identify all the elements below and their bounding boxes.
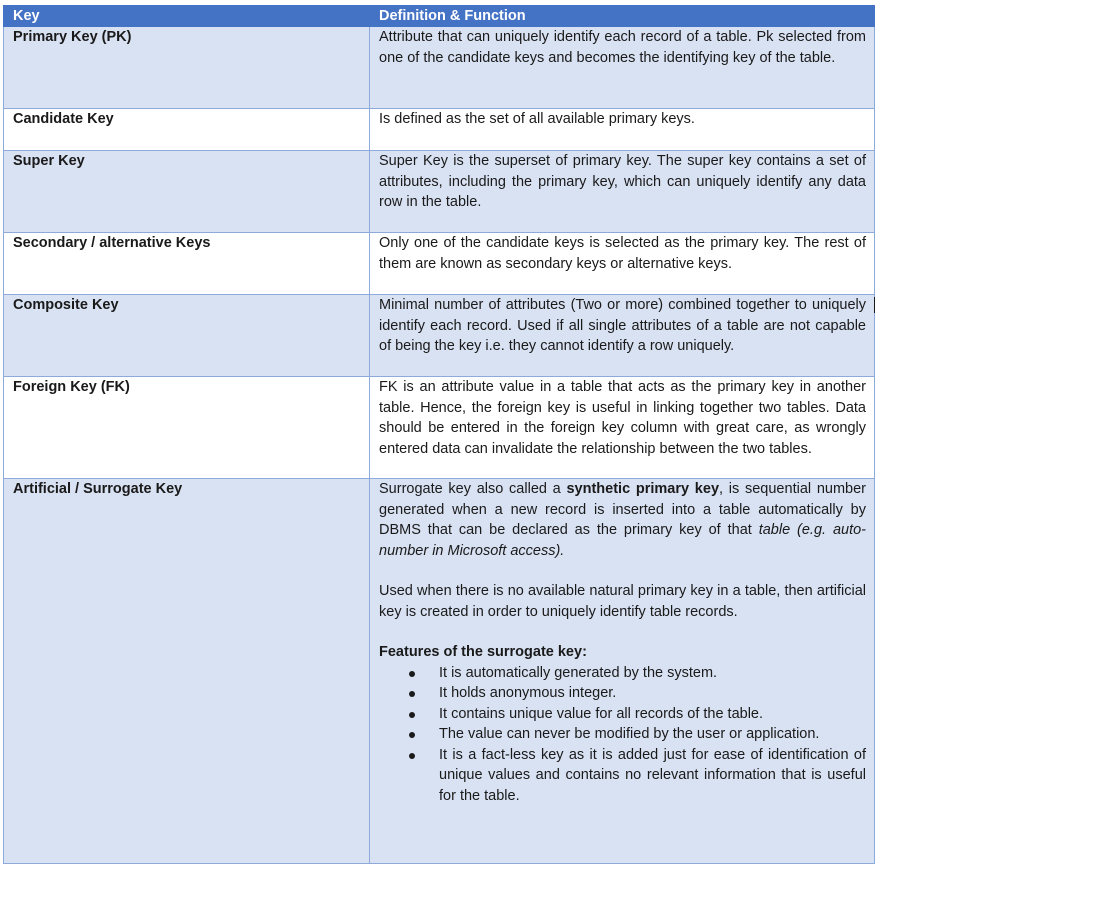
list-item bbox=[439, 704, 866, 725]
key-cell: Super Key bbox=[4, 151, 370, 233]
feature-text: It holds anonymous integer. bbox=[439, 685, 617, 701]
key-cell: Artificial / Surrogate Key bbox=[4, 479, 370, 864]
table-row bbox=[4, 27, 875, 109]
table-row bbox=[4, 295, 875, 377]
bullet-icon bbox=[409, 712, 415, 718]
table-row bbox=[4, 233, 875, 295]
surrogate-intro-text-1: Surrogate key also called a bbox=[379, 481, 567, 497]
text-cursor bbox=[874, 297, 875, 313]
table-row bbox=[4, 377, 875, 479]
key-cell: Candidate Key bbox=[4, 109, 370, 151]
table-row bbox=[4, 151, 875, 233]
features-title: Features of the surrogate key: bbox=[379, 644, 587, 660]
definition-cell: Attribute that can uniquely identify each record of a table. Pk selected from one of the candidate keys and becomes the identifying key of the table. bbox=[370, 27, 875, 109]
key-cell: Composite Key bbox=[4, 295, 370, 377]
list-item bbox=[439, 663, 866, 684]
list-item bbox=[439, 683, 866, 704]
list-item bbox=[439, 745, 866, 807]
header-row bbox=[4, 6, 875, 27]
key-cell: Foreign Key (FK) bbox=[4, 377, 370, 479]
keys-table bbox=[3, 5, 875, 864]
surrogate-intro-bold: synthetic primary key bbox=[566, 481, 720, 497]
definition-cell: FK is an attribute value in a table that acts as the primary key in another table. Hence, the foreign key is useful in linking together two tables. Data should be entered in the foreign key column with great care, as wrongly entered data can invalidate the relationship between the two tables. bbox=[370, 377, 875, 479]
table-body bbox=[4, 27, 875, 864]
key-cell: Secondary / alternative Keys bbox=[4, 233, 370, 295]
feature-text: It is a fact-less key as it is added just for ease of identification of unique values and contains no relevant information that is useful for the table. bbox=[439, 746, 866, 804]
feature-text: It contains unique value for all records of the table. bbox=[439, 705, 764, 722]
table-row bbox=[4, 479, 875, 864]
table-row bbox=[4, 109, 875, 151]
surrogate-intro-text-2: , is sequential number generated when a new record is inserted into a table automatically by DBMS that can be declared as the primary key of that bbox=[379, 481, 867, 538]
definition-cell: Super Key is the superset of primary key. The super key contains a set of attributes, including the primary key, which can uniquely identify any data row in the table. bbox=[370, 151, 875, 233]
key-cell: Primary Key (PK) bbox=[4, 27, 370, 109]
features-list bbox=[379, 663, 866, 807]
surrogate-intro bbox=[379, 479, 866, 561]
definition-cell: Is defined as the set of all available primary keys. bbox=[370, 109, 875, 151]
definition-cell bbox=[370, 479, 875, 864]
table-header bbox=[4, 6, 875, 27]
bullet-icon bbox=[409, 753, 415, 759]
feature-text: The value can never be modified by the user or application. bbox=[439, 726, 820, 742]
header-key: Key bbox=[4, 6, 370, 27]
bullet-icon bbox=[409, 671, 415, 677]
surrogate-usage: Used when there is no available natural primary key in a table, then artificial key is created in order to uniquely identify table records. bbox=[379, 583, 866, 620]
definition-cell: Minimal number of attributes (Two or more) combined together to uniquely identify each record. Used if all single attributes of a table are not capable of being the key i.e. they cannot identify a row uniquely. bbox=[370, 295, 875, 377]
header-definition: Definition & Function bbox=[370, 6, 875, 27]
feature-text: It is automatically generated by the system. bbox=[439, 664, 718, 681]
definition-cell: Only one of the candidate keys is selected as the primary key. The rest of them are known as secondary keys or alternative keys. bbox=[370, 233, 875, 295]
bullet-icon bbox=[409, 732, 415, 738]
bullet-icon bbox=[409, 691, 415, 697]
list-item bbox=[439, 724, 866, 745]
surrogate-intro-italic: table (e.g. auto-number in Microsoft access). bbox=[379, 522, 866, 559]
